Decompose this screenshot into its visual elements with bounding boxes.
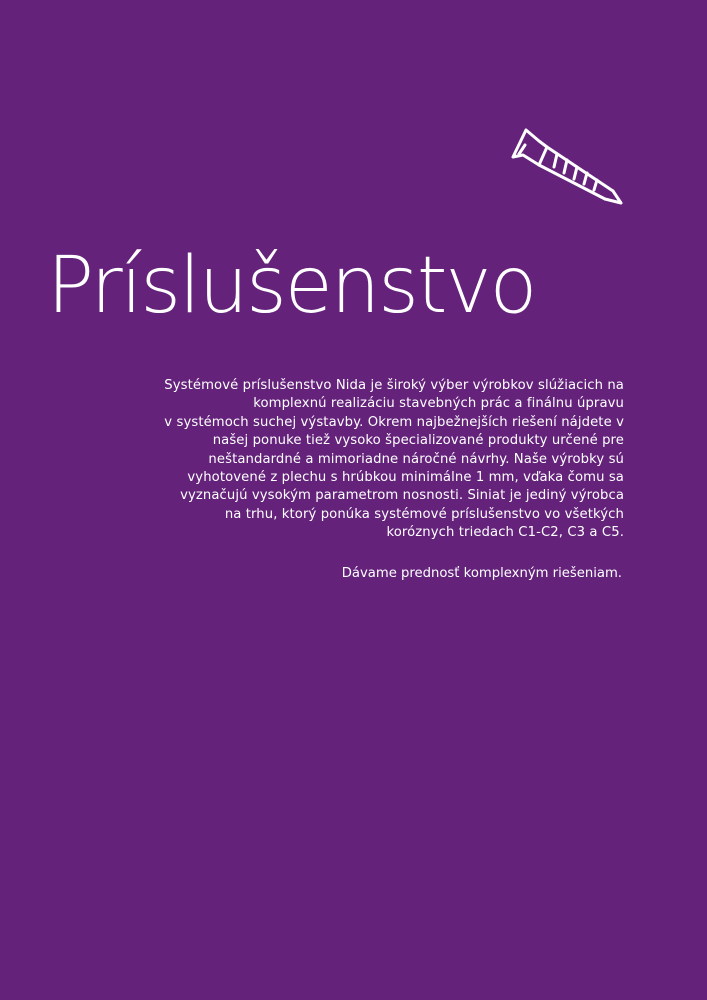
paragraph-line: neštandardné a mimoriadne náročné návrhy. Naše výrobky sú <box>208 451 624 467</box>
paragraph-line: vyhotovené z plechu s hrúbkou minimálne 1 mm, vďaka čomu sa <box>187 470 624 486</box>
intro-paragraph <box>120 377 624 543</box>
tagline: Dávame prednosť komplexným riešeniam. <box>341 566 622 581</box>
page-title: Príslušenstvo <box>47 241 536 331</box>
paragraph-line: komplexnú realizáciu stavebných prác a finálnu úpravu <box>253 396 624 412</box>
paragraph-line: v systémoch suchej výstavby. Okrem najbežnejších riešení nájdete v <box>164 414 624 430</box>
paragraph-line: našej ponuke tiež vysoko špecializované produkty určené pre <box>212 433 624 449</box>
paragraph-line: Systémové príslušenstvo Nida je široký výber výrobkov slúžiacich na <box>164 378 624 393</box>
paragraph-line: koróznych triedach C1-C2, C3 a C5. <box>386 525 624 541</box>
paragraph-line: na trhu, ktorý ponúka systémové príslušenstvo vo všetkých <box>224 506 624 522</box>
paragraph-line: vyznačujú vysokým parametrom nosnosti. Siniat je jediný výrobca <box>180 488 624 504</box>
screw-icon <box>509 127 625 209</box>
